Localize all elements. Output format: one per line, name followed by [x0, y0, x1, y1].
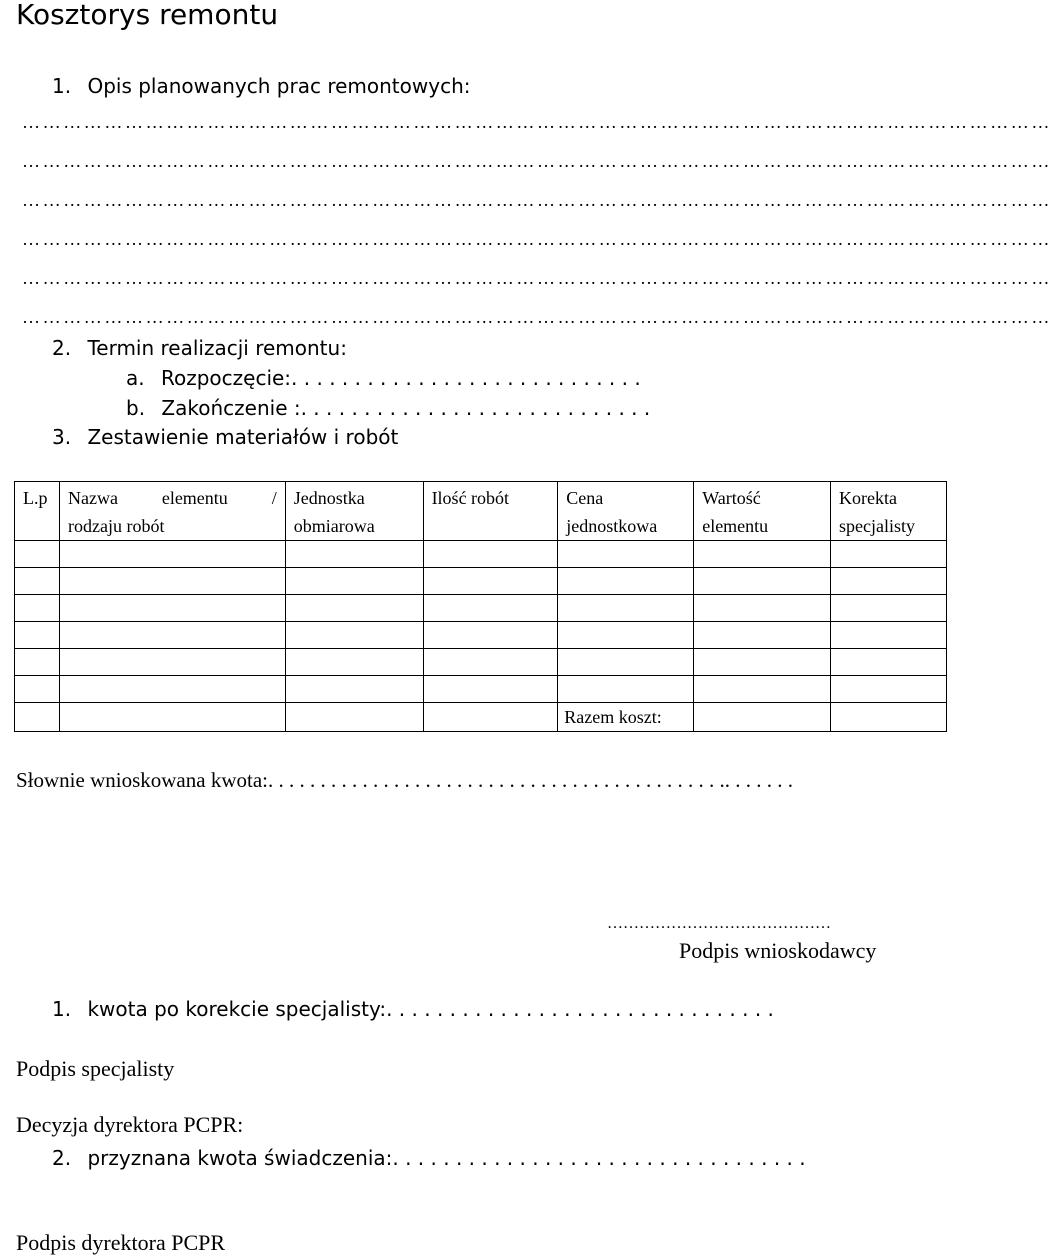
total-value-cell[interactable] — [694, 703, 831, 732]
table-header-row — [15, 482, 947, 541]
table-cell[interactable] — [831, 622, 947, 649]
table-cell[interactable] — [558, 676, 694, 703]
table-cell[interactable] — [694, 649, 831, 676]
director-signature-label: Podpis dyrektora PCPR — [16, 1230, 226, 1255]
description-line-4[interactable]: …………………………………………………………………………………………………………………………………… — [22, 229, 1052, 249]
start-date-item — [126, 366, 641, 390]
start-date-field[interactable]: . . . . . . . . . . . . . . . . . . . . . . . . . . . . — [291, 366, 641, 390]
table-cell[interactable] — [15, 676, 60, 703]
table-cell[interactable] — [558, 622, 694, 649]
section-1-heading — [52, 74, 471, 98]
header-price-line-2: jednostkowa — [566, 516, 658, 536]
description-line-2[interactable]: …………………………………………………………………………………………………………………………………… — [22, 151, 1052, 171]
corrected-amount-label: kwota po korekcie specjalisty: — [87, 997, 387, 1021]
header-name-line-2: rodzaju robót — [67, 516, 165, 536]
granted-amount-item — [52, 1146, 806, 1170]
table-cell[interactable] — [15, 703, 60, 732]
table-cell[interactable] — [558, 649, 694, 676]
table-cell[interactable] — [694, 676, 831, 703]
header-value-line-1: Wartość — [702, 488, 761, 508]
table-cell[interactable] — [15, 649, 60, 676]
table-cell[interactable] — [285, 703, 423, 732]
table-cell[interactable] — [285, 595, 423, 622]
header-name-slash: / — [271, 488, 277, 508]
table-cell[interactable] — [59, 568, 285, 595]
total-label: Razem koszt: — [558, 703, 694, 732]
table-cell[interactable] — [285, 622, 423, 649]
table-row — [15, 649, 947, 676]
header-lp: L.p — [15, 482, 60, 541]
table-cell[interactable] — [285, 568, 423, 595]
table-cell[interactable] — [831, 595, 947, 622]
header-name-word-1: Nazwa — [67, 488, 118, 508]
table-row — [15, 568, 947, 595]
header-value-line-2: elementu — [702, 516, 769, 536]
amount-in-words-field[interactable]: . . . . . . . . . . . . . . . . . . . . . . . . . . . . . . . . . . . . . . . . . . . .. . . . . . . — [267, 768, 793, 792]
total-correction-cell[interactable] — [831, 703, 947, 732]
table-cell[interactable] — [831, 541, 947, 568]
description-line-5[interactable]: …………………………………………………………………………………………………………………………………… — [22, 268, 1052, 288]
table-cell[interactable] — [59, 676, 285, 703]
table-cell[interactable] — [423, 649, 558, 676]
table-row — [15, 595, 947, 622]
amount-in-words-label: Słownie wnioskowana kwota: — [16, 768, 268, 792]
header-quantity: Ilość robót — [423, 482, 558, 541]
table-cell[interactable] — [15, 622, 60, 649]
table-cell[interactable] — [831, 676, 947, 703]
header-correction-line-1: Korekta — [839, 488, 898, 508]
table-cell[interactable] — [59, 595, 285, 622]
table-cell[interactable] — [15, 541, 60, 568]
table-total-row — [15, 703, 947, 732]
section-3-label: Zestawienie materiałów i robót — [87, 425, 399, 449]
table-cell[interactable] — [694, 622, 831, 649]
document-title: Kosztorys remontu — [16, 0, 279, 31]
section-2-heading — [52, 336, 347, 360]
granted-amount-label: przyznana kwota świadczenia: — [87, 1146, 393, 1170]
granted-amount-number: 2. — [52, 1146, 72, 1170]
table-cell[interactable] — [59, 649, 285, 676]
section-1-number: 1. — [52, 74, 72, 98]
section-2-label: Termin realizacji remontu: — [87, 336, 347, 360]
table-cell[interactable] — [831, 649, 947, 676]
section-3-heading — [52, 425, 398, 449]
end-date-field[interactable]: . . . . . . . . . . . . . . . . . . . . . . . . . . . . — [300, 396, 651, 420]
table-cell[interactable] — [15, 568, 60, 595]
applicant-signature-line[interactable]: …………………………………… — [607, 915, 831, 932]
end-date-marker: b. — [126, 396, 146, 420]
header-element-name — [59, 482, 285, 541]
table-cell[interactable] — [59, 541, 285, 568]
director-decision-heading: Decyzja dyrektora PCPR: — [16, 1112, 244, 1137]
table-cell[interactable] — [558, 541, 694, 568]
table-cell[interactable] — [285, 541, 423, 568]
end-date-item — [126, 396, 650, 420]
table-cell[interactable] — [285, 649, 423, 676]
header-specialist-correction — [831, 482, 947, 541]
table-cell[interactable] — [694, 541, 831, 568]
header-unit-line-1: Jednostka — [293, 488, 365, 508]
specialist-signature-label: Podpis specjalisty — [16, 1056, 175, 1081]
header-element-value — [694, 482, 831, 541]
header-unit-line-2: obmiarowa — [293, 516, 375, 536]
description-line-6[interactable]: …………………………………………………………………………………………………………………………………… — [22, 307, 1052, 327]
table-row — [15, 541, 947, 568]
table-cell[interactable] — [694, 595, 831, 622]
granted-amount-field[interactable]: . . . . . . . . . . . . . . . . . . . . . . . . . . . . . . . . . — [392, 1146, 806, 1170]
table-cell[interactable] — [423, 622, 558, 649]
amount-in-words — [16, 768, 793, 793]
corrected-amount-number: 1. — [52, 997, 72, 1021]
table-cell[interactable] — [423, 568, 558, 595]
table-cell[interactable] — [423, 541, 558, 568]
header-correction-line-2: specjalisty — [839, 516, 916, 536]
table-cell[interactable] — [423, 595, 558, 622]
table-cell[interactable] — [59, 622, 285, 649]
section-1-label: Opis planowanych prac remontowych: — [87, 74, 471, 98]
section-3-number: 3. — [52, 425, 72, 449]
cost-table — [14, 481, 947, 732]
table-cell[interactable] — [423, 676, 558, 703]
applicant-signature-label: Podpis wnioskodawcy — [679, 938, 877, 963]
header-unit — [285, 482, 423, 541]
table-cell[interactable] — [558, 568, 694, 595]
table-cell[interactable] — [15, 595, 60, 622]
start-date-label: Rozpoczęcie: — [160, 366, 292, 390]
table-cell[interactable] — [694, 568, 831, 595]
table-cell[interactable] — [831, 568, 947, 595]
end-date-label: Zakończenie : — [161, 396, 301, 420]
section-2-number: 2. — [52, 336, 72, 360]
corrected-amount-field[interactable]: . . . . . . . . . . . . . . . . . . . . . . . . . . . . . . . — [386, 997, 774, 1021]
table-cell[interactable] — [59, 703, 285, 732]
table-cell[interactable] — [285, 676, 423, 703]
table-row — [15, 676, 947, 703]
header-name-word-2: elementu — [161, 488, 228, 508]
description-line-3[interactable]: …………………………………………………………………………………………………………………………………… — [22, 190, 1052, 210]
start-date-marker: a. — [126, 366, 145, 390]
description-line-1[interactable]: …………………………………………………………………………………………………………………………………… — [22, 112, 1052, 132]
table-cell[interactable] — [423, 703, 558, 732]
header-price-line-1: Cena — [566, 488, 604, 508]
header-unit-price — [558, 482, 694, 541]
corrected-amount-item — [52, 997, 774, 1021]
table-cell[interactable] — [558, 595, 694, 622]
table-row — [15, 622, 947, 649]
